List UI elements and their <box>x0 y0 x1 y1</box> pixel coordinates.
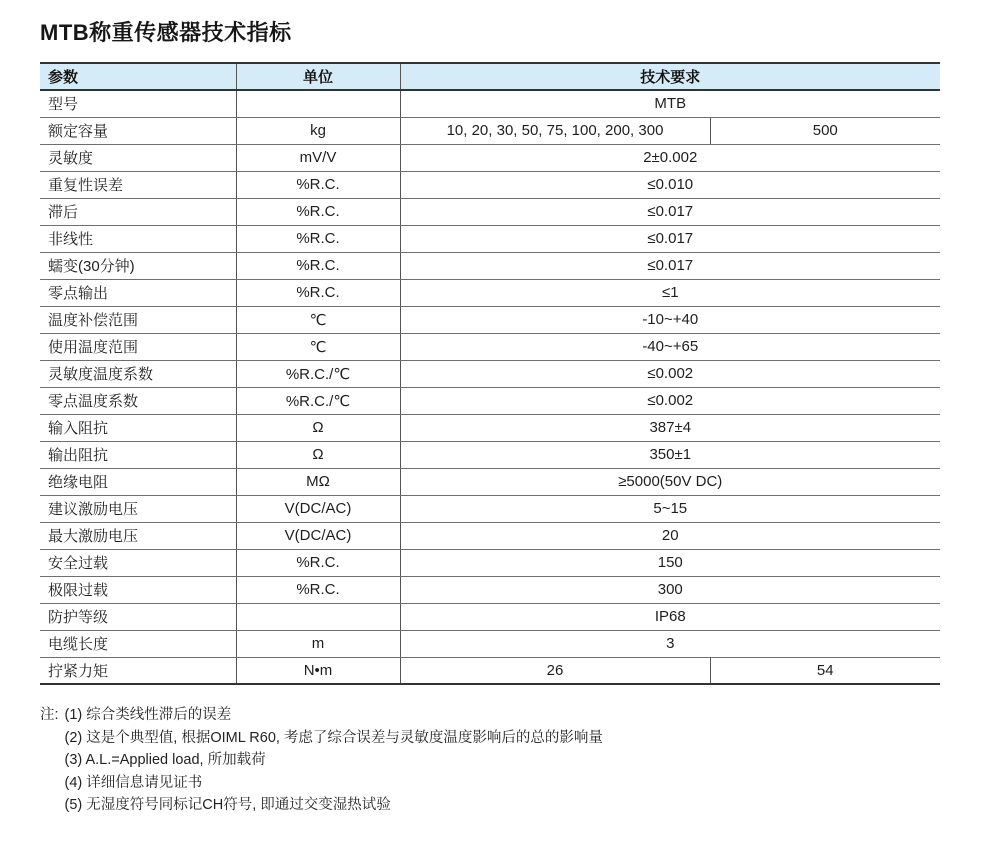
unit-cell: %R.C. <box>236 225 400 252</box>
value-cell: -40~+65 <box>400 333 940 360</box>
unit-cell: %R.C. <box>236 576 400 603</box>
value-cell: ≤0.017 <box>400 225 940 252</box>
value-cell: ≤0.002 <box>400 360 940 387</box>
param-cell: 防护等级 <box>40 603 236 630</box>
table-row <box>40 306 940 333</box>
unit-cell: %R.C. <box>236 171 400 198</box>
note-item: (3) A.L.=Applied load, 所加载荷 <box>64 752 266 768</box>
column-header-requirement: 技术要求 <box>400 63 940 90</box>
param-cell: 最大激励电压 <box>40 522 236 549</box>
notes-block <box>40 704 603 817</box>
param-cell: 安全过载 <box>40 549 236 576</box>
spec-table-body <box>40 90 940 684</box>
table-row <box>40 387 940 414</box>
unit-cell: N•m <box>236 657 400 684</box>
param-cell: 使用温度范围 <box>40 333 236 360</box>
param-cell: 温度补偿范围 <box>40 306 236 333</box>
table-row <box>40 171 940 198</box>
table-row <box>40 279 940 306</box>
param-cell: 绝缘电阻 <box>40 468 236 495</box>
table-row <box>40 117 940 144</box>
spec-table-header <box>40 63 940 90</box>
param-cell: 极限过载 <box>40 576 236 603</box>
value-cell: 54 <box>710 657 940 684</box>
param-cell: 灵敏度 <box>40 144 236 171</box>
table-row <box>40 468 940 495</box>
table-row <box>40 198 940 225</box>
param-cell: 电缆长度 <box>40 630 236 657</box>
value-cell: ≤0.002 <box>400 387 940 414</box>
param-cell: 型号 <box>40 90 236 117</box>
unit-cell: %R.C./℃ <box>236 387 400 414</box>
value-cell: ≥5000(50V DC) <box>400 468 940 495</box>
unit-cell <box>236 90 400 117</box>
param-cell: 蠕变(30分钟) <box>40 252 236 279</box>
unit-cell: %R.C. <box>236 549 400 576</box>
unit-cell: MΩ <box>236 468 400 495</box>
param-cell: 滞后 <box>40 198 236 225</box>
table-row <box>40 225 940 252</box>
unit-cell: ℃ <box>236 333 400 360</box>
param-cell: 灵敏度温度系数 <box>40 360 236 387</box>
unit-cell: mV/V <box>236 144 400 171</box>
notes-list <box>65 704 603 817</box>
table-row <box>40 360 940 387</box>
value-cell: 350±1 <box>400 441 940 468</box>
value-cell: 10, 20, 30, 50, 75, 100, 200, 300 <box>400 117 710 144</box>
table-row <box>40 549 940 576</box>
table-row <box>40 252 940 279</box>
value-cell: 5~15 <box>400 495 940 522</box>
table-row <box>40 576 940 603</box>
value-cell: 26 <box>400 657 710 684</box>
notes-prefix: 注: <box>40 707 59 723</box>
table-row <box>40 144 940 171</box>
unit-cell: %R.C. <box>236 198 400 225</box>
page-title: MTB称重传感器技术指标 <box>40 20 292 45</box>
value-cell: ≤0.017 <box>400 252 940 279</box>
header-row <box>40 63 940 90</box>
table-row <box>40 522 940 549</box>
value-cell: 387±4 <box>400 414 940 441</box>
table-row <box>40 333 940 360</box>
unit-cell <box>236 603 400 630</box>
value-cell: 3 <box>400 630 940 657</box>
value-cell: ≤0.010 <box>400 171 940 198</box>
param-cell: 零点输出 <box>40 279 236 306</box>
value-cell: 20 <box>400 522 940 549</box>
unit-cell: Ω <box>236 414 400 441</box>
value-cell: ≤0.017 <box>400 198 940 225</box>
value-cell: MTB <box>400 90 940 117</box>
unit-cell: %R.C. <box>236 252 400 279</box>
unit-cell: Ω <box>236 441 400 468</box>
param-cell: 建议激励电压 <box>40 495 236 522</box>
value-cell: 300 <box>400 576 940 603</box>
value-cell: 500 <box>710 117 940 144</box>
unit-cell: ℃ <box>236 306 400 333</box>
unit-cell: %R.C. <box>236 279 400 306</box>
table-row <box>40 630 940 657</box>
unit-cell: %R.C./℃ <box>236 360 400 387</box>
value-cell: ≤1 <box>400 279 940 306</box>
note-item: (4) 详细信息请见证书 <box>64 774 203 791</box>
param-cell: 额定容量 <box>40 117 236 144</box>
note-item: (1) 综合类线性滞后的误差 <box>64 707 232 723</box>
value-cell: IP68 <box>400 603 940 630</box>
param-cell: 拧紧力矩 <box>40 657 236 684</box>
table-row <box>40 603 940 630</box>
note-item: (5) 无湿度符号同标记CH符号, 即通过交变湿热试验 <box>64 797 391 813</box>
table-row <box>40 495 940 522</box>
table-row <box>40 414 940 441</box>
table-row <box>40 657 940 684</box>
param-cell: 重复性误差 <box>40 171 236 198</box>
value-cell: 150 <box>400 549 940 576</box>
note-item: (2) 这是个典型值, 根据OIML R60, 考虑了综合误差与灵敏度温度影响后的总的影响量 <box>64 729 603 746</box>
param-cell: 输入阻抗 <box>40 414 236 441</box>
value-cell: -10~+40 <box>400 306 940 333</box>
column-header-unit: 单位 <box>236 63 400 90</box>
param-cell: 输出阻抗 <box>40 441 236 468</box>
unit-cell: V(DC/AC) <box>236 495 400 522</box>
table-row <box>40 90 940 117</box>
param-cell: 零点温度系数 <box>40 387 236 414</box>
column-header-param: 参数 <box>40 63 236 90</box>
value-cell: 2±0.002 <box>400 144 940 171</box>
unit-cell: kg <box>236 117 400 144</box>
param-cell: 非线性 <box>40 225 236 252</box>
unit-cell: V(DC/AC) <box>236 522 400 549</box>
table-row <box>40 441 940 468</box>
spec-table <box>40 62 940 685</box>
unit-cell: m <box>236 630 400 657</box>
